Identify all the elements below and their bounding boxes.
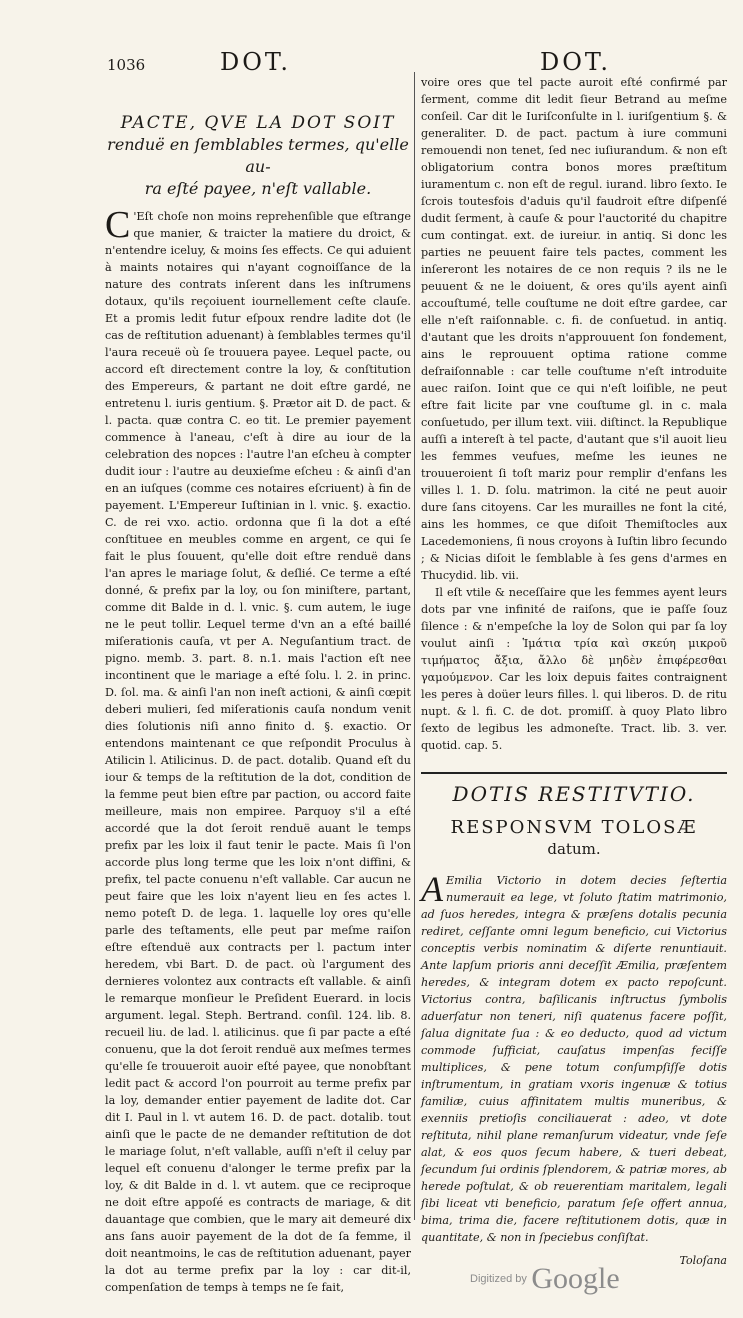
title-line-3: ra eſté payee, n'eſt vallable. <box>144 179 372 198</box>
right-column <box>421 74 727 1269</box>
left-column <box>105 74 411 1296</box>
section-rule <box>421 772 727 774</box>
running-title-right: DOT. <box>540 48 612 76</box>
google-logo: Google <box>531 1262 620 1295</box>
body-text: 'Eſt choſe non moins reprehenſible que eſtrange que manier, & traicter la matiere du droict, & n'entendre iceluy, & moins ſes effects. Ce qui aduient à maints notaires qui n'ayant cognoiſſance de la nature des contrats inſerent dans les inſtrumens dotaux, qu'ils reçoiuent iournellement ceſte clauſe. Et a promis ledit futur eſpoux rendre ladite dot (le cas de reſtitution aduenant) à ſemblables termes qu'il l'aura receuë où ſe trouuera payee. Lequel pacte, ou accord eſt directement contre la loy, & conſtitution des Empereurs, & partant ne doit eſtre gardé, ne entretenu l. iuris gentium. §. Prætor ait D. de pact. & l. pacta. quæ contra C. eo tit. Le premier payement commence à l'aneau, c'eſt à dire au iour de la celebration des nopces : l'autre l'an eſcheu à compter dudit iour : l'autre au deuxieſme eſcheu : & ainſi d'an en an iuſques (comme ces notaires eſcriuent) à fin de payement. L'Empereur Iuſtinian in l. vnic. §. exactio. C. de rei vxo. actio. ordonna que ſi la dot a eſté conſtituee en meubles comme en argent, ce qui ſe fait le plus ſouuent, qu'elle doit eſtre renduë dans l'an apres le mariage ſolut, & deſlié. Ce terme a eſté donné, & prefix par la loy, ou ſon miniſtere, partant, comme dit Balde in d. l. vnic. §. cum autem, le iuge ne le peut tollir. Lequel terme d'vn an a eſté baillé miſerationis cauſa, vt per A. Neguſantium tract. de pigno. memb. 3. part. 8. n.1. mais l'action eſt nee incontinent que le mariage a eſté ſolu. l. 2. in princ. D. ſol. ma. & ainſi l'an non ineſt actioni, & ainſi cœpit deberi mulieri, ſed miſerationis cauſa nondum venit dies ſolutionis niſi anno finito d. §. exactio. Or entendons maintenant ce que reſpondit Proculus à Atilicin l. Atilicinus. D. de pact. dotalib. Quand eſt du iour & temps de la reſtitution de la dot, condition de la femme peut bien eſtre par paction, ou accord faite meilleure, mais non empiree. Parquoy s'il a eſté accordé que la dot ſeroit renduë auant le temps prefix par les loix il faut tenir le pacte. Mais ſi l'on accorde plus long terme que les loix n'ont diffini, & prefix, tel pacte conuenu n'eſt vallable. Car aucun ne peut faire que les loix n'ayent lieu en ſes actes l. nemo poteſt D. de lega. 1. laquelle loy ores qu'elle parle des teſtaments, elle peut par meſme raiſon eſtre eſtenduë aux contracts per l. pactum inter heredem, vbi Bart. D. de pact. où l'argument des dernieres volontez aux contracts eſt vallable. & ainſi le remarque monſieur le Preſident Euerard. in locis argument. legal. Steph. Bertrand. conſil. 124. lib. 8. recueil liu. de lad. l. atilicinus. que ſi par pacte a eſté conuenu, que la dot ſeroit renduë aux meſmes termes qu'elle ſe trouueroit auoir eſté payee, que nonobſtant ledit pact & accord l'on pourroit au terme prefix par la loy, demander entier payement de ladite dot. Car dit I. Paul in l. vt autem 16. D. de pact. dotalib. tout ainſi que le pacte de ne demander reſtitution de dot le mariage ſolut, n'eſt vallable, auſſi n'eſt il celuy par lequel eſt conuenu d'alonger le terme prefix par la loy, & dit Balde in d. l. vt autem. que ce reciproque ne doit eſtre appoſé es contracts de mariage, & dit dauantage que combien, que le mary ait demeuré dix ans ſans auoir payement de la dot de ſa femme, il doit neantmoins, le cas de reſtitution aduenant, payer la dot au terme prefix par la loy : car dit-il, compenſation de temps à temps ne ſe fait, <box>105 210 411 1294</box>
drop-cap: C <box>105 204 131 246</box>
column-divider <box>414 72 415 1220</box>
continuation-text: voire ores que tel pacte auroit eſté confirmé par ſerment, comme dit ledit ſieur Betrand au meſme conſeil. Car dit le Iuriſconſulte in l. iuriſgentium §. & generaliter. D. de pact. pactum à iure communi remouendi non tenet, ſed nec iuſiurandum. & non eſt obligatorium contra bonos mores præſtitum iuramentum c. non eſt de regul. iurand. libro ſexto. Ie ſcrois toutesfois d'aduis qu'il faudroit eſtre diſpenſé dudit ſerment, à cauſe & pour l'auctorité du chapitre cum contingat. ext. de iureiur. in antiq. Si donc les parties ne peuuent faire tels pactes, comment les inſereront les notaires de ce non requis ? ils ne le peuuent & ne le doiuent, & ores qu'ils ayent ainſi accouſtumé, telle couſtume ne doit eſtre gardee, car elle n'eſt raiſonnable. c. fi. de conſuetud. in antiq. d'autant que les droits n'approuuent ſon fondement, ains le reprouuent optima ratione comme deſraiſonnable : car telle couſtume n'eſt introduite auec raiſon. Ioint que ce qui n'eſt loiſible, ne peut eſtre fait licite par vne couſtume gl. in c. mala conſuetudo, per illum text. viii. diſtinct. la Republique auſſi a intereſt à tel pacte, d'autant que s'il auoit lieu les femmes veufues, meſme les ieunes ne trouueroient ſi toſt mariz pour remplir d'enfans les villes l. 1. D. ſolu. matrimon. la cité ne peut auoir dure ſans citoyens. Car les murailles ne font la cité, ains les hommes, ce que diſoit Themiſtocles aux Lacedemoniens, ſi nous croyons à Iuſtin libro ſecundo ; & Nicias diſoit le ſemblable à ſes gens d'armes en Thucydid. lib. vii. <box>421 76 727 582</box>
latin-paragraph <box>421 869 727 1246</box>
digitized-by-label: Digitized by <box>470 1273 527 1285</box>
title-line-1: PACTE, QVE LA DOT SOIT <box>120 113 396 133</box>
second-paragraph: Il eſt vtile & neceſſaire que les femmes ayent leurs dots par vne infinité de raiſons, que ie paſſe ſouz ſilence : & n'empeſche la loy de Solon qui par ſa loy voulut ainſi : Ἱμάτια τρία καὶ σκεύη μικροῦ τιμήματος ἄξια, ἄλλο δὲ μηδὲν ἐπιφέρεσθαι γαμούμενον. Car les loix depuis faites contraignent les peres à doüer leurs filles. l. qui liberos. D. de ritu nupt. & l. fi. C. de dot. promiſſ. à quoy Plato libro ſexto de legibus les admoneſte. Tract. lib. 3. ver. quotid. cap. 5. <box>421 586 727 752</box>
google-watermark <box>470 1262 620 1296</box>
drop-cap-a: A <box>421 869 443 909</box>
title-line-2: renduë en ſemblables termes, qu'elle au- <box>107 135 409 176</box>
catchword: Toloſana <box>679 1254 727 1267</box>
section-subtitle-datum: datum. <box>547 840 601 858</box>
section-title-dotis: DOTIS RESTITVTIO. <box>452 782 696 806</box>
running-title-left: DOT. <box>220 48 292 76</box>
body-paragraph <box>105 204 411 1296</box>
page-number: 1036 <box>107 56 146 74</box>
latin-text: Emilia Victorio in dotem decies ſeſtertia numerauit ea lege, vt ſoluto ſtatim matrimonio, ad ſuos heredes, integra & præſens dotalis pecunia rediret, ceſſante omni legum beneficio, cui Victorius conceptis verbis nominatim & diſerte renuntiauit. Ante lapſum prioris anni deceſſit Æmilia, præſentem heredes, & integram dotem ex pacto repoſcunt. Victorius contra, baſilicanis inſtructus ſymbolis aduerſatur non teneri, niſi quatenus facere poſſit, ſalua dignitate ſua : & eo deducto, quod ad victum commode ſufficiat, cauſatus impenſas feciſſe multiplices, & pene totum conſumpſiſſe dotis inſtrumentum, in gratiam vxoris ingenuæ & totius familiæ, cuius affinitatem multis muneribus, & exenniis pretioſis conciliauerat : adeo, vt dote reſtituta, nihil plane remanſurum videatur, vnde ſeſe alat, & eos quos ſecum habere, & tueri debeat, ſecundum ſui ordinis ſplendorem, & patriæ mores, ab herede poſtulat, & ob reuerentiam maritalem, legali ſibi liceat vti beneficio, paratum ſeſe offert annua, bima, trima die, facere reſtitutionem dotis, quæ in quantitate, & non in ſpeciebus conſiſtat. <box>421 874 727 1244</box>
section-title-pacte <box>105 112 411 200</box>
section-title-responsum: RESPONSVM TOLOSÆ <box>450 817 698 838</box>
